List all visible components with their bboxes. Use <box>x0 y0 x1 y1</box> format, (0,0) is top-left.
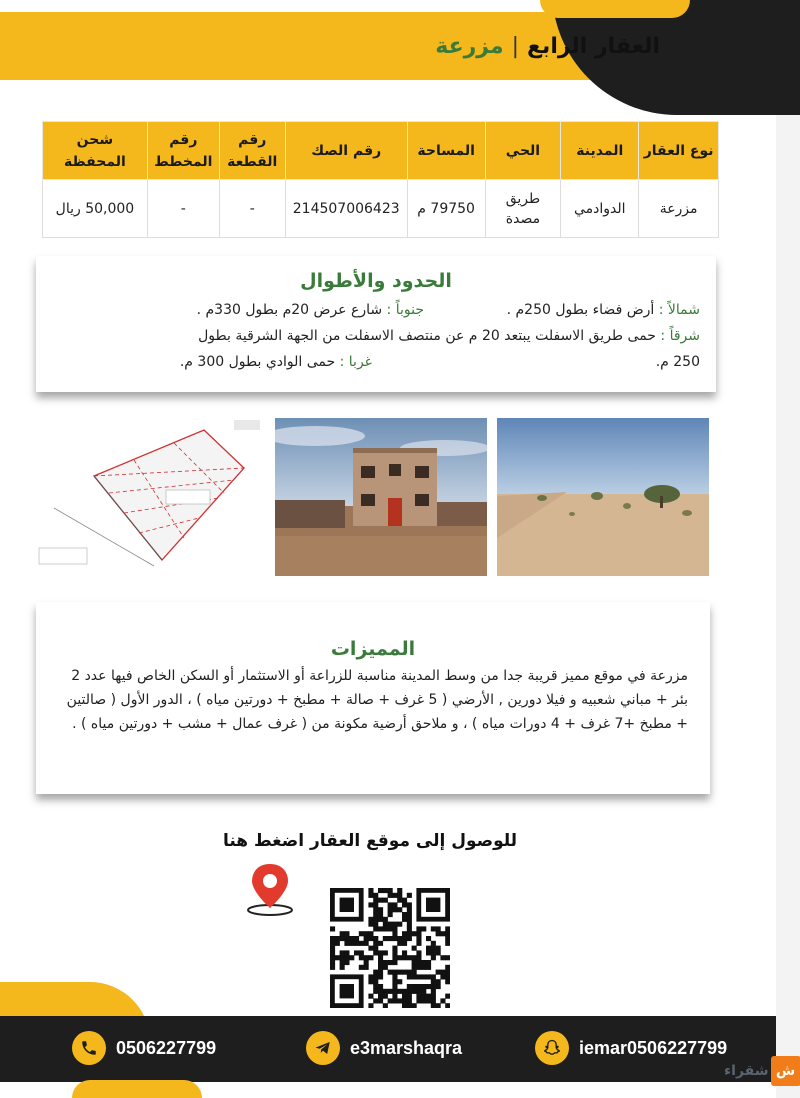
watermark-text: شقراء <box>724 1063 769 1079</box>
telegram-icon <box>306 1031 340 1065</box>
boundaries-card <box>36 256 716 392</box>
table-cell: 214507006423 <box>285 180 407 238</box>
table-header-row <box>43 122 719 180</box>
page-title <box>435 34 660 59</box>
features-description: مزرعة في موقع مميز قريبة جدا من وسط المدينة مناسبة للزراعة أو الاستثمار أو السكن الخاص فيها عدد 2 بئر + مباني شعبيه و فيلا دورين , الأرضي ( 5 غرف + صالة + مطبخ + دورتين مياه ) ، الدور الأول ( صالتين + مطبخ +7 غرف + 4 دورات مياه ) ، و ملاحق أرضية مكونة من ( غرف عمال + مشب + دورتين مياه ) . <box>66 668 688 732</box>
east-label: شرقاً : <box>660 328 700 344</box>
boundary-east <box>198 328 700 344</box>
boundaries-title: الحدود والأطوال <box>300 270 452 292</box>
snapchat-icon <box>535 1031 569 1065</box>
qr-code[interactable] <box>330 888 450 1012</box>
table-cell: - <box>219 180 285 238</box>
title-subtitle: مزرعة <box>435 34 504 59</box>
footer-accent <box>72 1080 202 1098</box>
col-header: نوع العقار <box>639 122 719 180</box>
telegram-handle: e3marshaqra <box>350 1037 463 1058</box>
building-photo <box>275 418 487 576</box>
phone-icon <box>72 1031 106 1065</box>
title-main: العقار الرابع <box>527 34 660 59</box>
site-watermark <box>724 1056 800 1086</box>
location-link[interactable]: للوصول إلى موقع العقار اضغط هنا <box>222 831 518 851</box>
north-label: شمالاً : <box>658 302 700 318</box>
col-header: الحي <box>485 122 561 180</box>
south-label: جنوباً : <box>386 302 424 318</box>
snapchat-contact[interactable] <box>535 1030 727 1066</box>
west-text: حمى الوادي بطول 300 م. <box>179 354 336 370</box>
west-label: غربا : <box>339 354 372 370</box>
south-text: شارع عرض 20م بطول 330م . <box>196 302 383 318</box>
table-row <box>43 180 719 238</box>
site-plan-image <box>34 418 262 568</box>
features-title: المميزات <box>330 638 416 660</box>
boundary-east-cont: 250 م. <box>655 354 700 370</box>
map-pin-icon[interactable] <box>246 862 294 922</box>
property-table <box>42 121 719 238</box>
col-header: رقم القطعة <box>219 122 285 180</box>
table-cell: 50,000 ريال <box>43 180 148 238</box>
phone-contact[interactable] <box>72 1030 216 1066</box>
col-header: رقم الصك <box>285 122 407 180</box>
phone-number: 0506227799 <box>116 1037 217 1058</box>
features-card <box>36 602 710 794</box>
title-separator: | <box>511 34 520 59</box>
table-cell: مزرعة <box>639 180 719 238</box>
land-photo <box>497 418 709 576</box>
col-header: رقم المخطط <box>147 122 219 180</box>
table-cell: طريق مصدة <box>485 180 561 238</box>
telegram-contact[interactable] <box>306 1030 462 1066</box>
col-header: شحن المحفظة <box>43 122 148 180</box>
watermark-logo: ش <box>771 1056 800 1086</box>
snapchat-handle: iemar0506227799 <box>579 1037 728 1058</box>
col-header: المدينة <box>561 122 639 180</box>
east-text: حمى طريق الاسفلت يبتعد 20 م عن منتصف الاسفلت من الجهة الشرقية بطول <box>198 328 656 344</box>
north-text: أرض فضاء بطول 250م . <box>506 302 655 318</box>
page-edge <box>776 0 800 1098</box>
col-header: المساحة <box>407 122 485 180</box>
table-cell: - <box>147 180 219 238</box>
boundary-west <box>180 354 372 370</box>
boundary-north <box>507 302 700 318</box>
boundary-south <box>197 302 424 318</box>
table-cell: 79750 م <box>407 180 485 238</box>
table-cell: الدوادمي <box>561 180 639 238</box>
header-corner-accent <box>540 0 690 18</box>
